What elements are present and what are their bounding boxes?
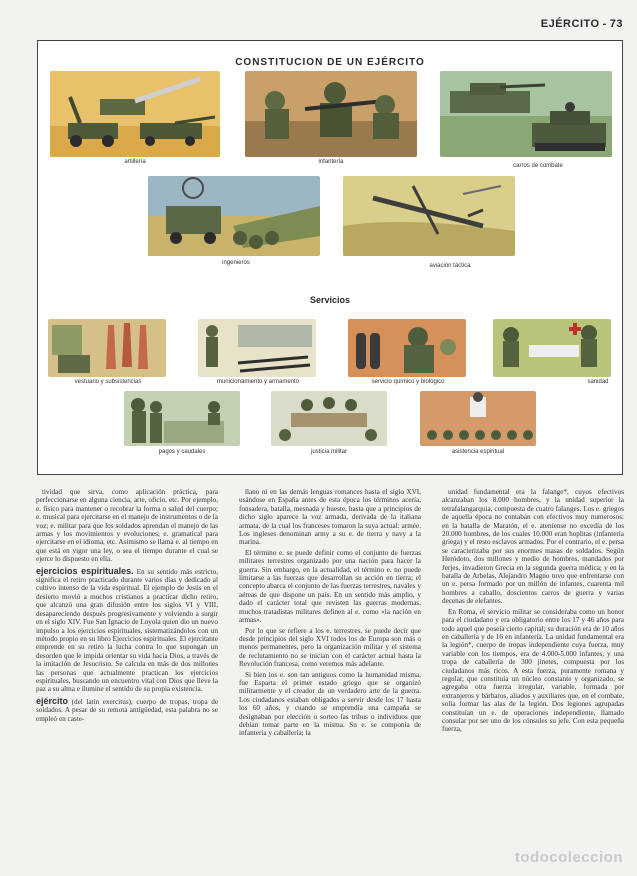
illustration-panel	[37, 40, 623, 475]
paragraph-text: (del latín exercitus), cuerpo de tropas, tropa de soldados. A pesar de su remota antigüedad, esta palabra no se empleó en caste-	[36, 697, 219, 723]
clothing-supplies-caption: vestuario y subsistencias	[74, 379, 142, 385]
section-name: EJÉRCITO	[540, 18, 600, 30]
payments-illustration	[124, 391, 240, 446]
paragraph: unidad fundamental era la falange*, cuyos efectivos alcanzaban los 8.000 hombres, y la unidad superior la tetrafalangarquia, compuesta de cuatro falanges. Los e. griegos de aquella época no contaban con efectivos muy numerosos: en la batalla de Maratón, el e. ateniense no excedía de los 20.000 hombres, de los cuales 10.000 eran hoplitas (infantería griega) y el resto esclavos armados. Por el contrario, el e. persa se caracterizaba por sus enormes masas de soldados. Según Heródoto, dos millones y medio de hombres, mandados por Jerjes, invadieron Grecia en la segunda guerra médica; y en la batalla de Arbelas, Alejandro Magno tuvo que enfrentarse con un e. persa formado por un millón de infantes, cuarenta mil hombres a caballo, doscientos carros de guerra y varias decenas de elefantes.	[442, 488, 624, 606]
artillery-illustration	[50, 71, 220, 157]
entry-heading: ejercicios espirituales.	[36, 565, 134, 576]
paragraph-text: En su sentido más estricto, significa el retiro practicado durante varios días y dedicado al cultivo intenso de la vida espiritual. El ejemplo de Jesús en el desierto movió a muchos cristianos a practicar dicho retiro, que alcanzó una gran difusión entre los siglos VI y VIII, desapareciendo después progresivamente y volviendo a surgir en el siglo XIV. Fue San Ignacio de Loyola quien dio un nuevo impulso a los ejercicios espirituales, sistematizándolos con un método propio en su libro Ejercicios espirituales. El ejercitante emprende en su retiro la lucha contra lo que supongan un desorden que le impida orientar su vida hacia Dios, a través de la imitación de Jesucristo. Se calcula en más de dos millones las personas que actualmente practican los ejercicios espirituales, buscando un encuentro vital con Dios que lleve la paz a su alma e ilumine el sentido de su propia existencia.	[36, 567, 219, 694]
header-separator: -	[602, 18, 607, 30]
engineers-caption: ingenieros	[222, 260, 250, 266]
panel-title: CONSTITUCION DE UN EJÉRCITO	[235, 57, 425, 68]
column-1	[36, 488, 218, 725]
entry-heading: ejército	[36, 695, 69, 706]
column-2	[239, 488, 421, 740]
column-3	[442, 488, 624, 736]
infantry-caption: infantería	[318, 159, 344, 165]
medical-caption: sanidad	[587, 379, 609, 385]
tactical-aviation-illustration	[343, 176, 515, 256]
entry-paragraph	[36, 697, 218, 723]
engineers-illustration	[148, 176, 320, 256]
spiritual-assistance-illustration	[420, 391, 536, 446]
paragraph: Si bien los e. son tan antiguos como la humanidad misma, fue Esparta el primer estado griego que se organizó militarmente y el creador de un verdadero arte de la guerra. Los ciudadanos estaban obligados a servir desde los 17 hasta los 60 años, y cuando se emprendía una campaña se designaban por elección o sorteo las tribus o individuos que debían tomar parte en la misma. Su e. se componía de infantería y caballería; la	[239, 670, 421, 738]
tanks-caption: carros de combate	[513, 163, 563, 169]
clothing-supplies-illustration	[48, 319, 166, 377]
military-justice-caption: justicia militar	[310, 449, 347, 455]
paragraph: tividad que sirva, como aplicación práctica, para perfeccionarse en alguna ciencia, arte, oficio, etc. Por ejemplo, e. físico para mantener o recobrar la forma o salud del cuerpo; e. musical para ejercitarse en el manejo de instrumentos o de la voz; e. militar para que los soldados aprendan el manejo de las armas y los movimientos y evoluciones; e. gramatical para ejercitarse en el idioma, etc. Asimismo se llama e. al tiempo en que está en vigor una ley, o sea el tiempo durante el cual se ejerce lo dispuesto en ella.	[36, 488, 218, 564]
services-title: Servicios	[309, 295, 351, 305]
paragraph: El término e. se puede definir como el conjunto de fuerzas militares terrestres organizado por una nación para hacer la guerra. Sin embargo, en la actualidad, el término e. no puede limitarse a las fuerzas que desarrollan su acción en tierra; el concepto abarca el conjunto de las fuerzas terrestres, navales y aéreas de que dispone un país. En un sentido más amplio, y dado el carácter total que revisten las guerras modernas, muchos tratadistas militares definen al e. como «la nación en armas».	[239, 548, 421, 625]
tactical-aviation-caption: aviación táctica	[429, 263, 471, 269]
payments-caption: pagos y caudales	[158, 449, 206, 455]
paragraph: llano ni en las demás lenguas romances hasta el siglo XVI, usándose en España antes de esta época los términos acería, fonsadera, batalla, mesnada y hueste, hasta que a principios de dicho siglo aparece la voz armada, derivada de la italiana armata, de la cual los franceses tomaron la suya actual: armée. Los ingleses denominan army a su e. de tierra y navy a la marina.	[239, 488, 421, 547]
entry-paragraph	[36, 567, 218, 694]
page-header	[541, 18, 623, 30]
chemical-biological-illustration	[348, 319, 466, 377]
paragraph: En Roma, el servicio militar se consideraba como un honor para el ciudadano y era obligatorio entre los 17 y 46 años para todo aquel que poseía cierto capital; su duración era de 10 años en caballería y de 16 en infantería. La unidad fundamental era la legión*, cuerpo de tropas independiente cuya fuerza, muy variable con los tiempos, era de 4.000-5.000 infantes, y una tropa de caballería de 300 jinetes, compuesta por los ciudadanos más ricos. A esta fuerza, puramente romana y regular, que constituía un núcleo constante y organizado, se agregaba otra fuerza irregular, variable, formada por extranjeros y bárbaros, aliados y auxiliares que, en el combate, solía formar las alas de la legión. Dos legiones agrupadas constituían un e. de operaciones independiente, llamado consular por ser uno de los cónsules su jefe. Con esta pequeña fuerza,	[442, 607, 624, 734]
article-body	[36, 488, 624, 840]
medical-illustration	[493, 319, 611, 377]
watermark: todocoleccion	[514, 849, 623, 866]
infantry-illustration	[245, 71, 417, 157]
munitions-caption: municionamiento y armamento	[216, 379, 300, 385]
chemical-biological-caption: servicio químico y biológico	[371, 379, 445, 385]
page-number: 73	[609, 18, 623, 30]
military-justice-illustration	[271, 391, 387, 446]
paragraph: Por lo que se refiere a los e. terrestres, se puede decir que desde principios del siglo XVI todos los de Europa son más o menos permanentes, pero la organización militar y el sistema de reclutamiento no se inician con el carácter actual hasta la Revolución francesa, como veremos más adelante.	[239, 626, 421, 669]
artillery-caption: artillería	[124, 159, 146, 165]
munitions-illustration	[198, 319, 316, 377]
spiritual-assistance-caption: asistencia espiritual	[451, 449, 505, 455]
tanks-illustration	[440, 71, 612, 157]
